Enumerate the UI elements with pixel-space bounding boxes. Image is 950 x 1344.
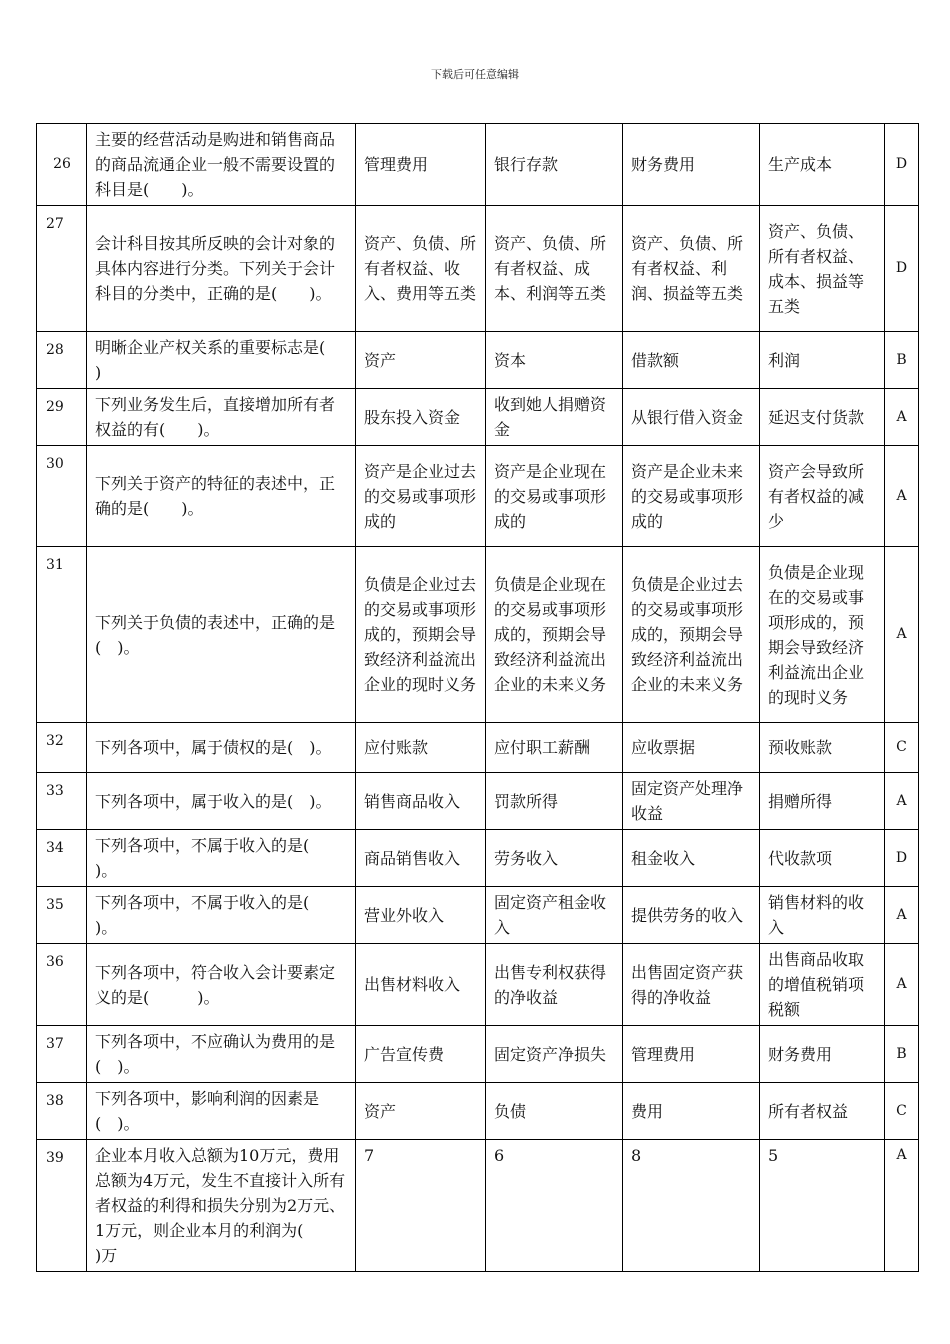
option-a: 7 [356,1140,486,1272]
option-c: 出售固定资产获得的净收益 [623,944,760,1026]
option-d: 资产、负债、所有者权益、成本、损益等五类 [760,206,885,332]
question-number: 36 [37,944,87,1026]
answer: A [885,773,919,830]
option-c: 借款额 [623,332,760,389]
question-text: 下列各项中，影响利润的因素是( )。 [87,1083,356,1140]
question-number: 28 [37,332,87,389]
option-c: 提供劳务的收入 [623,887,760,944]
option-b: 收到她人捐赠资金 [486,389,623,446]
option-c: 费用 [623,1083,760,1140]
question-number: 31 [37,547,87,723]
option-b: 劳务收入 [486,830,623,887]
option-d: 财务费用 [760,1026,885,1083]
answer: A [885,446,919,547]
table-row [37,389,919,446]
question-number: 39 [37,1140,87,1272]
answer: A [885,944,919,1026]
option-b: 出售专利权获得的净收益 [486,944,623,1026]
question-text: 明晰企业产权关系的重要标志是( ) [87,332,356,389]
option-c: 应收票据 [623,723,760,773]
question-number: 26 [37,124,87,206]
question-text: 下列关于负债的表述中，正确的是( )。 [87,547,356,723]
table-row [37,723,919,773]
question-number: 30 [37,446,87,547]
table-row [37,206,919,332]
answer: A [885,887,919,944]
table-row [37,1083,919,1140]
answer: D [885,206,919,332]
answer: D [885,830,919,887]
option-d: 生产成本 [760,124,885,206]
option-b: 资产、负债、所有者权益、成本、利润等五类 [486,206,623,332]
option-c: 固定资产处理净收益 [623,773,760,830]
option-d: 销售材料的收入 [760,887,885,944]
option-d: 负债是企业现在的交易或事项形成的，预期会导致经济利益流出企业的现时义务 [760,547,885,723]
option-b: 负债是企业现在的交易或事项形成的，预期会导致经济利益流出企业的未来义务 [486,547,623,723]
option-d: 代收款项 [760,830,885,887]
answer: C [885,723,919,773]
answer: A [885,547,919,723]
question-text: 下列各项中，不属于收入的是( )。 [87,887,356,944]
option-b: 应付职工薪酬 [486,723,623,773]
option-a: 资产、负债、所有者权益、收入、费用等五类 [356,206,486,332]
table-row [37,124,919,206]
option-a: 应付账款 [356,723,486,773]
question-number: 35 [37,887,87,944]
table-row [37,830,919,887]
option-b: 6 [486,1140,623,1272]
question-text: 企业本月收入总额为10万元，费用总额为4万元，发生不直接计入所有者权益的利得和损失分别为2万元、1万元，则企业本月的利润为( )万 [87,1140,356,1272]
option-d: 延迟支付货款 [760,389,885,446]
question-text: 会计科目按其所反映的会计对象的具体内容进行分类。下列关于会计科目的分类中，正确的是( )。 [87,206,356,332]
option-a: 广告宣传费 [356,1026,486,1083]
header-note: 下载后可任意编辑 [431,68,519,81]
table-row [37,1026,919,1083]
question-number: 38 [37,1083,87,1140]
table-row [37,547,919,723]
answer: A [885,1140,919,1272]
option-c: 财务费用 [623,124,760,206]
question-number: 32 [37,723,87,773]
question-number: 29 [37,389,87,446]
answer: A [885,389,919,446]
option-a: 负债是企业过去的交易或事项形成的，预期会导致经济利益流出企业的现时义务 [356,547,486,723]
option-d: 出售商品收取的增值税销项税额 [760,944,885,1026]
option-a: 销售商品收入 [356,773,486,830]
option-d: 捐赠所得 [760,773,885,830]
answer: D [885,124,919,206]
question-number: 27 [37,206,87,332]
option-a: 股东投入资金 [356,389,486,446]
answer: C [885,1083,919,1140]
option-a: 资产是企业过去的交易或事项形成的 [356,446,486,547]
question-text: 下列关于资产的特征的表述中，正确的是( )。 [87,446,356,547]
option-a: 出售材料收入 [356,944,486,1026]
option-a: 营业外收入 [356,887,486,944]
question-text: 下列各项中，符合收入会计要素定义的是( )。 [87,944,356,1026]
question-text: 主要的经营活动是购进和销售商品的商品流通企业一般不需要设置的科目是( )。 [87,124,356,206]
question-text: 下列各项中，属于债权的是( )。 [87,723,356,773]
option-c: 负债是企业过去的交易或事项形成的，预期会导致经济利益流出企业的未来义务 [623,547,760,723]
question-number: 33 [37,773,87,830]
answer: B [885,332,919,389]
option-c: 资产是企业未来的交易或事项形成的 [623,446,760,547]
option-c: 8 [623,1140,760,1272]
option-b: 罚款所得 [486,773,623,830]
option-d: 利润 [760,332,885,389]
option-b: 固定资产租金收入 [486,887,623,944]
option-b: 银行存款 [486,124,623,206]
option-d: 所有者权益 [760,1083,885,1140]
option-b: 资产是企业现在的交易或事项形成的 [486,446,623,547]
option-b: 固定资产净损失 [486,1026,623,1083]
table-row [37,1140,919,1272]
answer: B [885,1026,919,1083]
question-text: 下列各项中，不应确认为费用的是( )。 [87,1026,356,1083]
option-d: 资产会导致所有者权益的减少 [760,446,885,547]
option-a: 资产 [356,1083,486,1140]
option-a: 资产 [356,332,486,389]
question-text: 下列各项中，属于收入的是( )。 [87,773,356,830]
option-d: 5 [760,1140,885,1272]
table-row [37,773,919,830]
option-c: 从银行借入资金 [623,389,760,446]
option-a: 管理费用 [356,124,486,206]
option-c: 租金收入 [623,830,760,887]
option-a: 商品销售收入 [356,830,486,887]
option-c: 资产、负债、所有者权益、利润、损益等五类 [623,206,760,332]
option-c: 管理费用 [623,1026,760,1083]
option-b: 负债 [486,1083,623,1140]
option-b: 资本 [486,332,623,389]
table-row [37,446,919,547]
question-text: 下列各项中，不属于收入的是( )。 [87,830,356,887]
question-table [36,123,919,1272]
question-number: 34 [37,830,87,887]
option-d: 预收账款 [760,723,885,773]
table-row [37,887,919,944]
table-row [37,332,919,389]
question-text: 下列业务发生后，直接增加所有者权益的有( )。 [87,389,356,446]
question-number: 37 [37,1026,87,1083]
table-row [37,944,919,1026]
